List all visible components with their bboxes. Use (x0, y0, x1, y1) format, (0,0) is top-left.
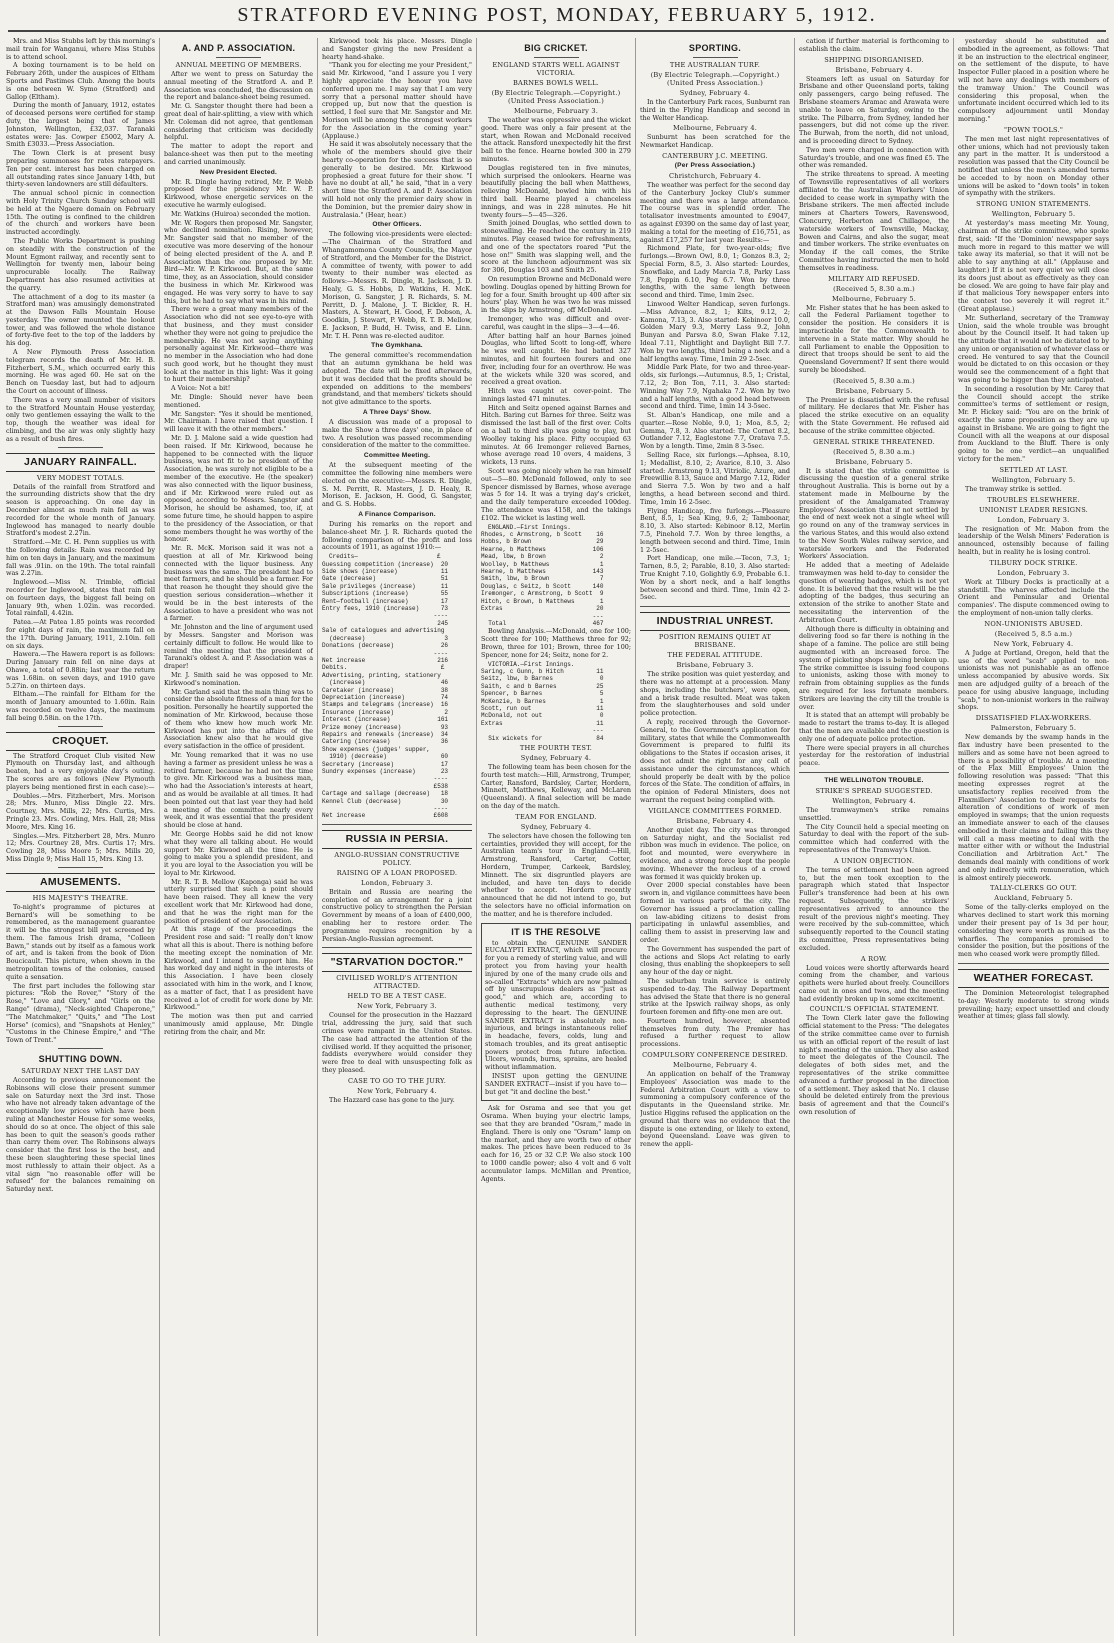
source-line: (By Electric Telegraph.—Copyright.) (United Press Association.) (650, 71, 780, 87)
subheading: SETTLED AT LAST. (999, 465, 1068, 474)
subheading: HIS MAJESTY'S THEATRE. (32, 893, 129, 902)
headline-sporting: SPORTING. (688, 43, 742, 53)
paragraph: At yesterday's mass meeting Mr. Young, chairman of the strike committee, who spoke first, said: "If the 'Dominion' newspaper says much more in regard to this matter we will take away its material, so that it will not be able to say anything at all." (Applause and laughter.) If it is not very quiet we will close its doors just about as effectively as they can be closed. We are going to have fair play and if that malicious Tory newspaper enters into the contest too severely it will regret it." (Great applause.) (958, 219, 1109, 313)
subheading: Committee Meeting. (363, 452, 431, 460)
paragraph: The strike position was quiet yesterday, and there was no attempt at a procession. Many shops, including the butchers', were open, and a brisk trade resulted. Meat was taken from the slaughterhouses and sold under police protection. (640, 670, 790, 718)
dateline: Brisbane, February 3. (676, 661, 754, 670)
subheading: DISSATISFIED FLAX-WORKERS. (975, 714, 1092, 723)
paragraph: The weather was oppressive and the wicket good. There was only a fair present at the start, when Rowan and McDonald received the attack. Ransford unexpectedly hit the first ball to the fence. Hearne bowled 300 in 279 minutes. (481, 116, 631, 163)
paragraph: Mr. Sangster: "Yes it should be mentioned, Mr. Chairman. I have raised that question. I will leave it with the other members." (164, 409, 313, 434)
dateline: London, February 3. (997, 515, 1070, 524)
subheading: NON-UNIONISTS ABUSED. (984, 619, 1083, 628)
scorecard-victoria: VICTORIA.—First Innings. Saring, c Gunn, b Hitch 11 Seitz, lbw, b Barnes 0 Saith, c and b Barnes 25 Spencer, b Barnes 5 McKenzie, b Barnes 1 Scott, run out 11 McDonald, not out 0 Extras 11 --- Six wickets for 84 (481, 660, 604, 742)
column-rule (635, 38, 636, 1636)
headline-january-rainfall: JANUARY RAINFALL. (6, 453, 155, 472)
subheading: A ROW. (860, 954, 888, 963)
dateline: London, February 3. (997, 568, 1070, 577)
paragraph: Inglewood.—Miss N. Trimble, official recorder for Inglewood, states that rain fell on fourteen days, the biggest fall being on January 9th, when 1.02in. was recorded. Total rainfall, 4.42in. (6, 578, 155, 618)
column-5 (640, 38, 790, 1638)
paragraph: The annual school picnic in connection with Holy Trinity Church Sunday school will be held at the Ngaere domain on February 15th. The outing is confined to the children of the church and workers have been instructed accordingly. (6, 189, 155, 237)
paragraph: Another quiet day. The city was thronged on Saturday night, and the Socialist red ribbon was much in evidence. The police, on foot and mounted, were everywhere in evidence, and a strong force kept the people moving. Whenever the nucleus of a crowd was formed it was quickly broken up. (640, 825, 790, 881)
paragraph: The terms of settlement had been agreed to, but the men took exception to the paragraph which stated that Inspector Fuller's transference had been at his own request. Subsequently, the strikers' representatives arrived to announce the result of the previous night's meeting. They were received by the sub-committee, which subsequently reported to the Council stating its committee, Press representatives being excluded. (799, 865, 949, 952)
advert-headline: IT IS THE RESOLVE (511, 926, 601, 937)
paragraph: The Hazzard case has gone to the jury. (329, 1095, 455, 1104)
paragraph: Work at Tilbury Docks is practically at a standstill. The wharves affected include the Orient and Peninsular and Oriental companies'. The dispute commenced owing to the employment of non-union tally clerks. (958, 577, 1109, 618)
subheading: MILITARY AID REFUSED. (828, 274, 920, 283)
subheading: TILBURY DOCK STRIKE. (989, 558, 1078, 567)
paragraph: After batting half an hour Barnes joined Douglas, who lifted Scott to long-off, where he was well caught. He had batted 327 minutes, and hit fourteen fourers and one fiver, including four for an overthrow. He was at the wickets while 320 was scored, and received a great ovation. (481, 331, 631, 387)
paragraph: Two men were charged in connection with Saturday's trouble, and one was fined £5. The other was remanded. (799, 145, 949, 170)
paragraph: Mr. Sutherland, secretary of the Tramway Union, said the whole trouble was brought about by the Council itself. It had taken up the attitude that it would not be dictated to by any union or organisation of whatever class or creed. He ventured to say that the Council would be dictated to on this occasion or they would see the commencement of a fight that was going to be bigger than they anticipated. (958, 313, 1109, 385)
paragraph: On resumption Browne and McDonald were bowling. Douglas opened by hitting Brown for leg for a four. Smith brought up 400 after six hours' play. When he was two he was missed in the slips by Armstrong, off McDonald. (481, 274, 631, 315)
paragraph: A reply, received through the Governor-General, to the Government's application for military, states that while the Commonwealth Government is prepared to fulfil its obligations to the States if occasion arises, it does not admit the right for any call of assistance under the circumstances, which should properly be dealt with by the police forces of the State. The condition of affairs, in the opinion of Federal Ministers, does not warrant the request being complied with. (640, 718, 790, 804)
paragraph: The motion was then put and carried unanimously amid applause, Mr. Dingle retiring from the chair, and Mr. (164, 1012, 313, 1036)
paragraph: He said it was absolutely necessary that the whole of the members should give their hearty co-operation for the success that is so generally to be desired. Mr. Kirkwood prophesied a great future for their show. "I have no doubt at all," he said, "that in a very short time the Stratford A. and P. Association will hold not only the premier dairy show in the Dominion, but the premier dairy show in Australasia." (Hear, hear.) (322, 140, 472, 219)
paragraph: Scott was going nicely when he ran himself out—5—80. McDonald followed, only to see Spencer dismissed by Barnes, whose average was 5 for 14. It was a trying day's cricket, and the daily temperature exceeded 100deg. The attendance was 4158, and the takings £102. The wicket is lasting well. (481, 467, 631, 522)
paragraph: It is stated that an attempt will probably be made to restart the trams to-day. It is alleged that the men are available and the question is only one of adequate police protection. (799, 711, 949, 743)
paragraph: Mr. George Hobbs said he did not know what they were all talking about. He would support Mr. Kirkwood all the time. He is going to make you a splendid president, and it you are loyal to the Association you will be loyal to Mr. Kirkwood. (164, 829, 313, 877)
headline-croquet: CROQUET. (6, 732, 155, 751)
subheading: A UNION OBJECTION. (833, 856, 915, 865)
subheading: POSITION REMAINS QUIET AT BRISBANE. (658, 633, 772, 650)
column-rule (476, 38, 477, 1636)
subheading: RAISING OF A LOAN PROPOSED. (336, 868, 458, 877)
dateline: New York, February 3. (357, 1002, 437, 1011)
paragraph: Selling Race, six furlongs.—Aphsea, 8.10, 1; Medallist, 8.10, 2; Avarice, 8.10, 3. Also started: Armstrong 9.13, Vitriolic, Azure, and Freewillie 8.13, Sauce and Margo 7.12, Rider and Sierra 7.5. Won by two and a half lengths, a head between second and third. Time, 1min 16 2-5sec. (640, 451, 790, 506)
subheading: New President Elected. (200, 168, 277, 176)
headline-russia-persia: RUSSIA IN PERSIA. (322, 830, 472, 849)
paragraph: Smith joined Douglas, who settled down to stonewalling. He reached the century in 219 minutes. Play ceased twice for refreshments, and one of the spectators roared "Put the hose on!" Smith was slapping well, and the score at the luncheon adjournment was six for 306, Douglas 103 and Smith 25. (481, 219, 631, 275)
subheading: BARNES BOWLS WELL. (513, 79, 599, 87)
divider (58, 726, 103, 727)
dateline: Palmerston, February 5. (990, 724, 1077, 733)
divider (322, 824, 472, 825)
paragraph: A boxing tournament is to be held on February 26th, under the auspices of Eltham Sports and Pastimes Club. Among the bouts is one between W. Symo (Stratford) and Gallop (Eltham). (6, 61, 155, 101)
paragraph: Douglas registered ten in five minutes, which surprised the onlookers. Hearne was beautifully placing the ball when Matthews, relieving McDonald, bowled him with his third ball. Hearne played a chanceless innings, and was in 228 minutes. He hit twenty fours—5—45—326. (481, 163, 631, 219)
paragraph: Mr. J. Smith said he was opposed to Mr. Kirkwood's nomination. (164, 670, 313, 687)
subheading: VIGILANCE COMMITTEES FORMED. (648, 806, 782, 815)
subheading: TEAM FOR ENGLAND. (515, 812, 597, 821)
paragraph: The strike threatens to spread. A meeting of Townsville representatives of all workers affiliated to the Australian Workers' Union decided to cease work in sympathy with the Brisbane strikers. The men affected include miners at Charters Towers, Ravenswood, Cloncurry, Herberton and Chillagoe, the waterside workers of Townsville, Mackay, Bowen and Cairns, and also the sugar, meat and timber workers. The strike eventuates on Monday if the call comes, the Strike Committee having instructed the men to hold themselves in readiness. (799, 170, 949, 272)
paragraph: The Public Works Department is pushing on steadily with the construction of the Mount Egmont railway, and recently sent to Wellington for twenty men, labour being unprocurable locally. The Railway Department has also resumed activities at the quarry. (6, 236, 155, 292)
paragraph: Steamers left as usual on Saturday for Brisbane and other Queensland ports, taking only passengers, cargo being refused. The Brisbane steamers Aramac and Arawata were unable to leave on Saturday, owing to the strike. The Pilbarra, from Sydney, landed her passengers, but did not come up the river. The Burwah, from the north, did not unload, and is proceeding direct to Sydney. (799, 74, 949, 145)
paragraph: At this stage of the proceedings the President rose and said: "I really don't know what all this is about. There is nothing before the meeting except the nomination of Mr. Kirkwood, and I intend to support him. He has worked day and night in the interests of this Association. I have been closely associated with him in the work, and I know, as a matter of fact, that I as president have received a lot of credit for work done by Mr. Kirkwood." (164, 925, 313, 1012)
paragraph: INSIST upon getting the GENUINE SANDER EXTRACT—insist if you have to—but get "it and decline the best." (485, 1072, 627, 1096)
paragraph: Over 2000 special constables have been sworn in, and vigilance committees have been formed in various parts of the city. The Governor has issued a proclamation calling on law-abiding citizens to desist from participating in unlawful assemblies, and calling them to assist in preserving law and order. (640, 881, 790, 944)
subheading: CASE TO GO TO THE JURY. (347, 1076, 447, 1085)
advertisement-sander-extract (481, 923, 631, 1102)
subheading: STRONG UNION STATEMENTS. (976, 200, 1091, 209)
dateline: Melbourne, February 4. (672, 1061, 758, 1070)
paragraph: The matter to adopt the report and balance-sheet was then put to the meeting and carried unanimously. (164, 142, 313, 166)
paragraph: The tramwaymen's strike remains unsettled. (799, 805, 949, 822)
divider (799, 772, 949, 773)
paragraph: Mr. Watkins (Huiroa) seconded the motion. (171, 209, 311, 218)
paragraph: Ask for Osrama and see that you get Osrama. When buying your electric lamps, see that they are branded "Osram," made in England. There is only one "Osram" lamp on the market, and they are worth two of other makes. The prices have been reduced to 3s each for 16, 25 or 32 C.P. We also stock 100 to 1000 candle power; also 4 volt and 6 volt accumulator lamps. McMillan and Prentice, Agents. (481, 1104, 631, 1183)
subheading: STRIKE'S SPREAD SUGGESTED. (815, 786, 933, 795)
dateline: Brisbane, February 4. (835, 65, 913, 74)
paragraph: Mr. R. McK. Morison said it was not a question at all of Mr. Kirkwood being connected with the liquor business. Any business was the same. The president had to meet farmers, and he should be a farmer. For that reason he thought they should give the question serious consideration—whether it would be in the best interests of the Association to have a president who was not a farmer. (164, 544, 313, 623)
column-1 (6, 38, 155, 1638)
column-4 (481, 38, 631, 1638)
divider (958, 963, 1109, 964)
paragraph: Eltham.—The rainfall for Eltham for the month of January amounted to 1.60in. Rain was recorded on twelve days, the maximum fall being 0.58in. on the 17th. (6, 690, 155, 722)
received-line: (Received 5, 8.30 a.m.) (833, 284, 915, 293)
paragraph: The Premier is dissatisfied with the refusal of military. He declares that Mr. Fisher has placed the strike executive on an equality with the State Government. He refused aid because of the strike committee objected. (799, 395, 949, 435)
column-3 (322, 38, 472, 1638)
paragraph: In seconding a resolution by Mr. Carey that the Council should accept the strike committee's terms of settlement or resign, Mr. P. Hickey said: "You are on the brink of exactly the same proposition as they are up against in Brisbane. We are going to fight the Council with all the weapons at our disposal from Auckland to the Bluff. There is only going to be one verdict—an unqualified victory for the men." (958, 384, 1109, 464)
paragraph: Port Handicap, one mile.—Tecon, 7.3, 1; Tarnen, 8.5, 2; Parable, 8.10, 3. Also started: True Knight 7.10, Golightly 6.9, Probable 6.1. Won by a short neck, and a half lengths between second and third. Time, 1min 42 2-5sec. (640, 554, 790, 602)
subheading: SHIPPING DISORGANISED. (824, 55, 924, 64)
paragraph: Although there is difficulty in obtaining and delivering food so far there is nothing in the shape of a famine. The police are still being augmented with an increased force. The system of picketing shops is being broken up. The strike committee is issuing food coupons to unionists, asking those with money to refrain from obtaining supplies as the funds are required for less fortunate members. Strikers are leaving the city till the trouble is over. (799, 624, 949, 711)
received-line: (Received 5, 8.5 a.m.) (994, 629, 1073, 638)
dateline: Brisbane, February 5. (835, 386, 913, 395)
paragraph: Patea.—At Patea 1.85 points was recorded for eight days of rain, the maximum fall on the 17th. During January, 1911, 2.10in. fell on six days. (6, 618, 155, 650)
dateline: Wellington, February 5. (991, 475, 1076, 484)
paragraph: The Dominion Meteorologist telegraphed to-day: Westerly moderate to strong winds prevailing; hazy; expect unsettled and cloudy weather at times; glass fall slowly. (958, 988, 1109, 1021)
paragraph: The Town Clerk later gave the following official statement to the Press: "The delegates of the strike committee came over to furnish us with an official report of the result of last night's meeting of the union. They also asked to meet the delegates of the Council. The delegates of both sides met, and the representatives of the strike committee advanced a further proposal in the direction of a settlement. They asked that No. 1 clause should be deleted entirely from the previous basis of agreement and that the Council's own resolution of (799, 1014, 949, 1117)
paragraph: A Judge at Portland, Oregon, held that the use of the word "scab" applied to non-unionists was not punishable as an offence unless accompanied by abusive words. Six men are adjudged guilty of a breach of the peace for using abusive language, including "scab," to non-unionist workers in the railway shops. (958, 648, 1109, 712)
divider (640, 606, 790, 607)
column-rule (953, 38, 954, 1636)
dateline: Sydney, February 4. (520, 753, 592, 762)
subheading: TALLY-CLERKS GO OUT. (990, 884, 1077, 893)
paragraph: Mr. D. J. Malone said a wide question had been raised. If Mr. Kirkwood, because he happened to be connected with the liquor business, was not fit to be president of the Association, he was surely not eligible to be a member of the executive. He (the speaker) was also connected with the liquor business, and if Mr. Kirkwood were ruled out as opposed, according to Messrs. Sangster and Morison, he should be ashamed, too, if, at some future time, he should happen to aspire to the presidency of the Association, or that some members thought he was worthy of the honour. (164, 434, 313, 544)
paragraph: During his remarks on the report and balance-sheet Mr. J. R. Richards quoted the following comparison of the profit and loss accounts of 1911, as against 1910:— (322, 520, 472, 552)
paragraph: The following vice-presidents were elected:—The Chairman of the Stratford and Whangamomona County Councils, the Mayor of Stratford, and the Member for the District. A committee of twenty, with power to add twenty to their number was elected as follows:—Messrs. R. Dingle, R. Jackson, J. D. Healy, G. S. Hobbs, D. Watkins, H. McK. Morison, G. Sangster, J. R. Richards, S. M. Perritt, D. J. Malone, J. T. Bickler, R. H. Masters, A. Stewart, H. Good, F. Dobson, A. Goodkin, J. Stewart, P. Webb, R. T. B. Mellow, E. Jackson, P. Budd, H. Twiss, and E. Linn. Mr. T. H. Penn was re-elected auditor. (322, 230, 472, 340)
paragraph: Flying Handicap, five furlongs.—Pleasure Bent, 8.5, 1; Sea King, 9.6, 2; Tamboonar, 8.10, 3. Also started: Kebinoor 8.12, Merlin 7.5, Pinehold 7.7. Won by three lengths, a length between second and third. Time, 1min 1 2-5sec. (640, 506, 790, 554)
paragraph: Richmond Plate, for two-year-olds; five furlongs.—Brown Owl, 8.0, 1; Gonzos 8.3, 2; Special Form, 8.5, 3. Also started: Lourdes, Snowflake, and Lady Marcia 7.8, Parky Lass 7.8, Peppin 6.10, Peg 6.7. Won by three lengths, with the same length between second and third. Time, 1min 2sec. (640, 244, 790, 300)
paragraph: The Government has suspended the part of the actions and Slops Act relating to early closing, thus enabling the shopkeepers to sell any hour of the day or night. (640, 944, 790, 977)
subheading: ANNUAL MEETING OF MEMBERS. (175, 61, 302, 69)
paragraph: There were a great many members of the Association who did not see eye-to-eye with that business, and they must consider whether they were not going to prejudice the membership. He was not saying anything personally against Mr. Kirkwood—there was no member in the Association who had done such good work, but he thought they must look at the matter in this light: Was it going to hurt their membership? (164, 305, 313, 384)
paragraph: The suburban train service is entirely suspended to-day. The Railway Department has advised the State that there is no general strike at the Ipswich railway shops, as only fourteen foremen and fifty-one men are out. (640, 976, 790, 1017)
paragraph: Linwood Welter Handicap, seven furlongs.—Miss Advance, 8.2, 1; Kilts, 9.12, 2; Kamona, 7.13, 3. Also started: Kebinoor 10.0, Golden Mary 9.3, Merry Lass 9.2, John Bunyan and Parsva 8.0, Swan Flake 7.12, Ideal 7.11, Nightlight and Daylight Bill 7.7. Won by two lengths, third being a neck and a half lengths away. Time, 1min 29 2-5sec. (640, 299, 790, 363)
dateline: Melbourne, February 5. (831, 294, 917, 303)
paragraph: Details of the rainfall from Stratford and the surrounding districts show that the dry season is approaching. On one day in December almost as much rain fell as was recorded for the whole month of January. Inglewood has managed to nearly double Stratford's modest 2.27in. (6, 482, 155, 538)
masthead-rule (8, 30, 1106, 32)
headline-starvation-doctor: "STARVATION DOCTOR." (322, 953, 472, 972)
received-line: (Received 5, 8.30 a.m.) (833, 376, 915, 385)
divider (693, 57, 738, 58)
paragraph: Kirkwood took his place. Messrs. Dingle and Sangster giving the new President a hearty hand-shake. (322, 38, 472, 61)
subheading: CANTERBURY J.C. MEETING. (662, 151, 768, 160)
paragraph: An application on behalf of the Tramway Employees' Association was made to the Federal Arbitration Court with a view to summoning a compulsory conference of the disputants in the Queensland strike. Mr. Justice Higgins refused the application on the ground that there was no evidence that the dispute is one extending, or likely to extend, beyond Queensland. Leave was given to renew the appli- (640, 1070, 790, 1149)
divider (58, 867, 103, 868)
paragraph: The men met last night representatives of other unions, which had not previously taken any part in the matter. It is understood a resolution was passed that the City Council be notified that unless the men's amended terms be acceded to by noon on Monday other unions will be asked to "down tools" in token of sympathy with the strikers. (958, 134, 1109, 198)
paragraph: Stratford.—Mr. C. H. Penn supplies us with the following details: Rain was recorded by him on ten days in January, and the maximum fall was .91in. on the 19th. The total rainfall was 2.27in. (6, 538, 155, 578)
headline-ap-association: A. AND P. ASSOCIATION. (181, 43, 296, 53)
paragraph: Mr. Garland said that the main thing was to consider the absolute fitness of a man for the position. Personally he heartily supported the nomination of Mr. Kirkwood, because those of them who knew how much work Mr. Kirkwood has put into the affairs of the Association knew also that he would give every satisfaction in the office of president. (164, 687, 313, 751)
headline-weather-forecast: WEATHER FORECAST. (958, 969, 1109, 988)
dateline: Brisbane, February 5. (835, 457, 913, 466)
paragraph: Mr. Dingle: Should never have been mentioned. (164, 393, 313, 409)
paragraph: New demands by the swamp hands in the flax industry have been presented to the millers and as some have not been agreed to there is a possibility of trouble. At a meeting of the Flax Mill Employees' Union the following resolution was passed: "That this meeting expresses regret at the unsatisfactory replies received from the Flaxmillers' Association to their requests for alteration of conditions of work of men employed in swamps; that the union requests an immediate answer to each of the clauses embodied in their claims and failing this they will call a mass meeting to deal with the matter either with or without the Industrial Conciliation and Arbitration Act." The demands deal mainly with conditions of work and only indirectly with remuneration, which is almost entirely piecework. (958, 733, 1109, 882)
paragraph: Iremonger, who was difficult and over-careful, was caught in the slips—3—4—46. (481, 314, 631, 331)
dateline: New York, February 4. (993, 639, 1074, 648)
paragraph: A Voice: Not a bit! (171, 384, 231, 393)
dateline: New York, February 4. (357, 1086, 437, 1095)
paragraph: Bowling Analysis.—McDonald, one for 100; Scott three for 100; Matthews three for 92; Brown, three for 101; Brown, three for 100; Spencer, none for 24; Seitz, none for 2. (481, 627, 631, 659)
paragraph: Middle Park Plate, for two and three-year-olds, six furlongs.—Autumnus, 8.5, 1; Cristal, 7.12, 2; Bon Ton, 7.11, 3. Also started: Winning Way 7.9, Ngahaka 7.2. Won by two and a half lengths, with a good head between second and third. Time, 1min 14 3-5sec. (640, 363, 790, 411)
paragraph: There were special prayers in all churches yesterday for the restoration of industrial peace. (799, 743, 949, 768)
paragraph: Singles.—Mrs. Fitzherbert 28, Mrs. Munro 12; Mrs. Courtney 28, Mrs. Curtis 17; Mrs. Cowling 28, Miss Moore 5; Mrs. Mills 20, Miss Dingle 9; Miss Hall 15, Mrs. King 13. (6, 831, 155, 863)
paragraph: Loud voices were shortly afterwards heard coming from the chamber, and various epithets were hurled about freely. Councillors came out in ones and twos, and the meeting had evidently broken up in some excitement. (799, 963, 949, 1003)
paragraph: Hitch was caught at cover-point. The innings lasted 471 minutes. (481, 387, 631, 403)
scorecard-england: ENGLAND.—First Innings. Rhodes, c Armstrong, b Scott 16 Hobbs, b Brown 29 Hearne, b Matthews 106 Mead, lbw, b Brown 2 Woolley, b Matthews 1 Hearne, b Matthews 143 Smith, lbw, b Brown 7 Douglas, c Seitz, b Scott 140 Iremonger, c Armstrong, b Scott 9 Hitch, c Brown, b Matthews 1 Extras 20 --- Total 467 (481, 523, 604, 627)
subheading: The Gymkhana. (371, 342, 423, 350)
paragraph: In the Canterbury Park races, Sunburnt ran third in the Flying Handicap and second in the Welter Handicap. (640, 98, 790, 122)
masthead-title: STRATFORD EVENING POST, MONDAY, FEBRUARY 5, 1912. (237, 4, 877, 26)
divider (58, 447, 103, 448)
subheading: THE FEDERAL ATTITUDE. (667, 651, 763, 660)
paragraph: There was a very small number of visitors to the Stratford Mountain House yesterday, only two gentlemen essaying the walk to the top, though the weather was ideal for climbing, and the air was only slightly hazy as a result of bush fires. (6, 395, 155, 443)
subheading: HELD TO BE A TEST CASE. (347, 992, 447, 1001)
subheading: THE FOURTH TEST. (519, 743, 593, 752)
paragraph: Fourteen hundred, however, absented themselves from duty. The Premier has refused a further request to allow processions. (640, 1016, 790, 1049)
dateline: Wellington, February 4. (832, 796, 916, 805)
column-6 (799, 38, 949, 1638)
paragraph: Mr. Johnston and the line of argument used by Messrs. Sangster and Morison was certainly difficult to follow. He would like to remind the meeting that the president of Taranaki's oldest A. and P. Association was a draper! (164, 623, 313, 671)
subheading: A Three Days' Show. (362, 409, 432, 417)
subheading: Other Officers. (372, 221, 422, 229)
paragraph: The Stratford Croquet Club visited New Plymouth on Thursday last, and although beaten, had a very enjoyable day's outing. The scores are as follows (New Plymouth players being mentioned first in each case):— (6, 751, 155, 791)
subheading: THE AUSTRALIAN TURF. (669, 61, 761, 69)
paragraph: Hitch and Seitz opened against Barnes and Hitch. Baring cut Barnes for three. Seitz was dismissed the last ball of the first over. Colts on a ball to third slip was going to play, but Woolley taking his place. Fifty occupied 63 minutes. At 66 Iremonger relieved Barnes, whose average read 10 overs, 4 maidens, 3 wickets, 13 runs. (481, 403, 631, 467)
paragraph: Mr. Young remarked that it was no use having a farmer as president unless he was a retired farmer, because he had not the time to give. Mr. Kirkwood was a business man, who had the Association's interests at heart, and as would be available at all times. It had been pointed out that last year they had held a meeting of the committee nearly every week, and it was essential that the president should be close at hand. (164, 750, 313, 830)
paragraph: to obtain the GENUINE SANDER EUCALYPTI EXTRACT, which will procure for you a remedy of sterling value, and will protect you from having your health injured by one of the many crude oils and so-called "Extracts" which are now palmed off by unscrupulous dealers as "just as good," and which are, according to authentic medical testimony, very depressing to the heart. The GENUINE SANDER EXTRACT is absolutely non-injurious, and brings instantaneous relief in headache, fevers, colds, lung and stomach troubles, and its great antiseptic powers protect from future infection. Ulcers, wounds, burns, sprains, are healed without inflammation. (485, 938, 627, 1072)
paragraph: The Town Clerk is at present busy preparing summonses for rates ratepayers. Ten per cent. interest has been charged on all outstanding rates since January 14th, but thirty-seven landowners are still defaulters. (6, 149, 155, 189)
divider (534, 57, 579, 58)
divider (322, 947, 472, 948)
paragraph: The selectors have chosen the following ten certainties, provided they will accept, for the Australian team's tour in England:—Hill, Armstrong, Ransford, Carter, Cotter, Hordern, Trumper, Carkeek, Bardsley, Minnett. The six disgruntled players are included, and have ten days to decide whether to accept. Hordern recently announced that he did not intend to go, but the selectors have no official information on the matter, and he is therefore included. (481, 831, 631, 918)
dateline: Christchurch, February 4. (669, 171, 761, 180)
paragraph: A New Plymouth Press Association telegram records the death of Mr. H. B. Fitzherbert, S.M., which occurred early this morning. He was aged 60. He sat on the Bench on Tuesday last, but had to adjourn the Court on account of illness. (6, 348, 155, 396)
paragraph: During the month of January, 1912, estates of deceased persons were certified for stamp duty, the largest being that of James Johnston, Wellington, £32,037. Taranaki estates were: Jas. Cowper £5002, Mary A. Smith £3033.—Press Association. (6, 101, 155, 149)
paragraph: He added that a meeting of Adelaide tramwaymen was held to-day to consider the question of wearing badges, which is not yet done. It is believed that the result will be the adopting of the badges, thus securing an extension of the strike to another State and necessitating the intervention of the Arbitration Court. (799, 561, 949, 624)
paragraph: Mr. W. Rogers then proposed Mr. Sangster, who declined nomination. Rising, however, Mr. Sangster said that no member of the executive was more deserving of the honour of being elected president of the A. and P. Association than the one proposed by Mr. Bird—Mr. W. P. Kirkwood. But, at the same time, they, as an Association, should consider the business in which Mr. Kirkwood was engaged. He was very sorry to have to say this, but he had to say what was in his mind. (164, 218, 313, 305)
dateline: Wellington, February 5. (991, 210, 1076, 219)
column-rule (159, 38, 160, 1636)
subheading: UNIONIST LEADER RESIGNS. (979, 505, 1088, 514)
column-rule (794, 38, 795, 1636)
subheading: SATURDAY NEXT THE LAST DAY (21, 1067, 140, 1076)
paragraph: St. Alban's Handicap, one mile and a quarter.—Rose Noble, 9.0, 1; Moa, 8.5, 2; Gemma, 7.8, 3. Also started: The Cornet 8.2, Outlander 7.12, Eaglestone 7.7, Oratava 7.5. Won by a length. Time, 2min 8 3-5sec. (640, 411, 790, 451)
paragraph: Mrs. and Miss Stubbs left by this morning's mail train for Wanganui, where Miss Stubbs is to attend school. (6, 38, 155, 61)
paragraph: To-night's programme of pictures at Bernard's will be something to be remembered, as the management guarantee it will be the strongest bill yet screened by them. The famous Irish drama, "Colleen Bawn," stands out by itself as a famous work of art, and is taken from the book of Dion Boucicault. This picture, when shown in the metropolitan towns of the colonies, caused quite a sensation. (6, 902, 155, 981)
paragraph: Counsel for the prosecution in the Hazzard trial, addressing the jury, said that such crimes were rampant in the United States. The case had attracted the attention of the civilised world. If they acquitted the prisoner, faddists everywhere would consider they were free to deal with unsuspecting folk as they pleased. (322, 1011, 472, 1074)
subheading: COUNCIL'S OFFICIAL STATEMENT. (809, 1005, 939, 1014)
headline-shutting-down: SHUTTING DOWN. (38, 1054, 123, 1065)
subheading: ANGLO-RUSSIAN CONSTRUCTIVE POLICY. (334, 850, 460, 867)
paragraph: The resignation of Mr. Mabon from the leadership of the Welsh Miners' Federation is announced, ostensibly because of failing health, but in reality he is losing control. (958, 524, 1109, 557)
dateline: Sydney, February 4. (679, 89, 751, 97)
received-line: (Received 5, 8.30 a.m.) (833, 447, 915, 456)
column-2 (164, 38, 313, 1638)
dateline: Sydney, February 4. (520, 822, 592, 831)
paragraph: cation if further material is forthcoming to establish the claim. (799, 38, 949, 53)
column-rule (317, 38, 318, 1636)
source-line: (By Electric Telegraph.—Copyright.) (United Press Association.) (491, 89, 621, 105)
paragraph: Doubles.—Mrs. Fitzherbert, Mrs. Morison 28; Mrs. Munro, Miss Dingle 22. Mrs. Courtney, Mrs. Mills, 22; Mrs. Curtis, Mrs. Pringle 23. Mrs. Cowling, Mrs. Hall, 28; Miss Moore, Mrs. King 16. (6, 791, 155, 831)
subheading: TROUBLES ELSEWHERE. (987, 495, 1080, 504)
subheading: A Finance Comparison. (358, 511, 436, 519)
subheading: THE WELLINGTON TROUBLE. (824, 776, 924, 784)
divider (58, 1048, 103, 1049)
dateline: Brisbane, February 4. (676, 816, 754, 825)
paragraph: It is stated that the strike committee is discussing the question of a general strike throughout Australia. This is borne out by a statement made in Melbourne by the president of the Amalgamated Tramway Employees' Association that if not settled by the end of next week not a single wheel will go round on any of the tramway services in the various States, and this would also extend to the New South Wales railway service, and waterside workers and the Federated Workers' Association. (799, 466, 949, 561)
paragraph: Mr. R. T. B. Mellow (Kaponga) said he was utterly surprised that such a point should have been raised. They all knew the very excellent work that Mr. Kirkwood had done, and that he was the right man for the position of president of our Association. (164, 877, 313, 925)
paragraph: Sunburnt has been scratched for the Newmarket Handicap. (640, 133, 790, 150)
dateline: London, February 3. (361, 878, 433, 887)
paragraph: Britain and Russia are nearing the completion of an arrangement for a joint constructive policy to strengthen the Persian Government by means of a loan of £400,000, enabling her to restore order. The programme requires recognition by a Persian-Anglo-Russian agreement. (322, 887, 472, 943)
paragraph: According to previous announcement the Robinsons will close their present summer sale on Saturday next the 3rd inst. Those who have not already taken advantage of the exceptionally low prices which have been ruling at Manchester House for some weeks, should do so at once. The object of this sale has been to quit the season's goods rather than carry them over. The Robinsons always consider that the first loss is the best, and these been slaughtering these special lines most ruthlessly to attain their object. As a vital sign "no reasonable offer will be refused" for the balances remaining on Saturday next. (6, 1076, 155, 1194)
dateline: Auckland, February 5. (994, 894, 1073, 903)
headline-big-cricket: BIG CRICKET. (524, 43, 588, 53)
dateline: Melbourne, February 3. (513, 107, 599, 115)
paragraph: The attachment of a dog to its master (a Stratford man) was amusingly demonstrated at the Dawson Falls Mountain House yesterday. The owner mounted the lookout tower, and was followed the whole distance of forty-five feet to the top of the ladders by his dog. (6, 292, 155, 348)
headline-amusements: AMUSEMENTS. (6, 873, 155, 892)
paragraph: The general committee's recommendation that an autumn gymkhana be held was adopted. The date will be fixed afterwards, but it was decided that the profits should be expended on additions to the members' grandstand, and that members' tickets should not give admittance to the sports. (322, 351, 472, 407)
paragraph: The following team has been chosen for the fourth test match:—Hill, Armstrong, Trumper, Carter, Ransford, Bardsley, Carter, Hordern, Minnett, Matthews, Kelleway, and McLaren (Queensland). A final selection will be made on the day of the match. (481, 762, 631, 810)
source-line: (Per Press Association.) (674, 161, 756, 169)
paragraph: "Thank you for electing me your President," said Mr. Kirkwood, "and I assure you I very highly appreciate the honour you have conferred upon me. I may say that I am very sorry that a personal matter should have cropped up, but now that the question is settled, I feel sure that Mr. Sangster and Mr. Morison will be among the strongest workers for the Association in the coming year." (Applause.) (322, 61, 472, 140)
paragraph: The first part includes the following star pictures: "Rob the Rover," "Story of the Rose," "Love and Glory," and "Girls on the Range" (drama), "Neck-sighted Chaperone," "The Matchmaker," "Quits," and "The Lost Horse" (comics), and "Snapshots at Henley," "Customs in the Chinese Empire," and "The Town of Trent." (6, 981, 155, 1045)
column-7 (958, 38, 1109, 1638)
paragraph: Mr. Fisher states that he has been asked to call the Federal Parliament together to consider the position. He considers it is impracticable for the Commonwealth to intervene in a State matter. Why should he call Parliament to enable the Opposition to direct that troops should be sent to aid the Queensland Government? If sent there would surely be bloodshed. (799, 303, 949, 374)
divider (216, 57, 261, 58)
paragraph: The weather was perfect for the second day of the Canterbury Jockey Club's summer meeting and there was a large attendance. The course was in splendid order. The totalisator investments amounted to £9047, as against £9390 on the same day of last year, making a total for the meeting of £16,751, as against £17,257 for last year. Results:— (640, 180, 790, 244)
paragraph: At the subsequent meeting of the committee the following nine members were elected on the executive:—Messrs. R. Dingle, S. M. Perritt, R. Masters, J. D. Healy, R. Morison, E. Jackson, H. Good, G. Sangster, and G. S. Hobbs. (322, 461, 472, 509)
paragraph: The City Council held a special meeting on Saturday to deal with the report of the sub-committee which had conferred with the representatives of the Tramway's Union. (799, 822, 949, 854)
subheading: VERY MODEST TOTALS. (36, 473, 125, 482)
paragraph: A discussion was made of a proposal to make the Show a three days' one, in place of two. A resolution was passed recommending consideration of the matter to the committee. (322, 418, 472, 450)
paragraph: yesterday should be substituted and embodied in the agreement, as follows: 'That it be an instruction to the electrical engineer, on the settlement of the dispute, to have Inspector Fuller placed in a position where he will not have any dealings with members of the tramway Union.' The Council was considering this proposal, when the unfortunate incident occurred which led to its compulsory adjournment until Monday morning." (958, 38, 1109, 123)
paragraph: Mr. R. Dingle having retired, Mr. P. Webb proposed for the presidency Mr. W. P. Kirkwood, whose energetic services on the executive he warmly eulogised. (164, 177, 313, 209)
finance-table: Credits— £ Guessing competition (increase) 20 Side shows (increase) 11 Gate (decrease) 51 Sale privileges (increase) 11 Subscriptions (increase) 55 Rent—football (increase) 17 Entry fees, 1910 (increase) 73 ---- 245 Sale of catalogues and advertising (decrease) 3 Donations (decrease) 26 ---- Net increase 216 Debits. £ Advertising, printing, stationery (increase) 46 Caretaker (increase) 38 Depreciation (increase) 74 Stamps and telegrams (increase) 16 Insurance (increase) 2 Interest (increase) 161 Prize money (increase) 93 Repairs and renewals (increase) 34 Catering (increase) 36 Show expenses (judges' supper, 1910) (decrease) 60 Secretary (increase) 17 Sundry expenses (increase) 23 ---- £538 Cartage and sallage (decrease) 18 Kennel Club (decrease) 30 ---- Net increase £608 (322, 553, 449, 820)
subheading: ENGLAND STARTS WELL AGAINST VICTORIA. (492, 61, 620, 77)
subheading: "POWN TOOLS." (1003, 125, 1064, 134)
subheading: COMPULSORY CONFERENCE DESIRED. (642, 1051, 788, 1060)
subheading: GENERAL STRIKE THREATENED. (813, 437, 935, 446)
dateline: Melbourne, February 4. (672, 124, 758, 133)
paragraph: Hawera.—The Hawera report is as follows: During January rain fell on nine days at Ohawe, a total of 0.88in; last year the return was 1.68in. on seven days, and 1910 gave 5.27in. on thirteen days. (6, 650, 155, 690)
paragraph: After we went to press on Saturday the annual meeting of the Stratford A. and P. Association was concluded, the discussion on the report and balance-sheet being resumed. (164, 70, 313, 102)
headline-industrial-unrest: INDUSTRIAL UNREST. (640, 612, 790, 631)
paragraph: Some of the tally-clerks employed on the wharves declined to start work this morning under their present pay of 1s 3d per hour, considering they were worth as much as the wharfies. The companies promised to consider the position, but the positions of the men who ceased work were promptly filled. (958, 903, 1109, 959)
subheading: CIVILISED WORLD'S ATTENTION ATTRACTED. (336, 974, 458, 991)
paragraph: The tramway strike is settled. (965, 484, 1062, 493)
paragraph: Mr. G. Sangster thought there had been a great deal of hair-splitting, a view with which Mr. Coleman did not agree, that gentleman considering that criticism was decidedly helpful. (164, 102, 313, 142)
